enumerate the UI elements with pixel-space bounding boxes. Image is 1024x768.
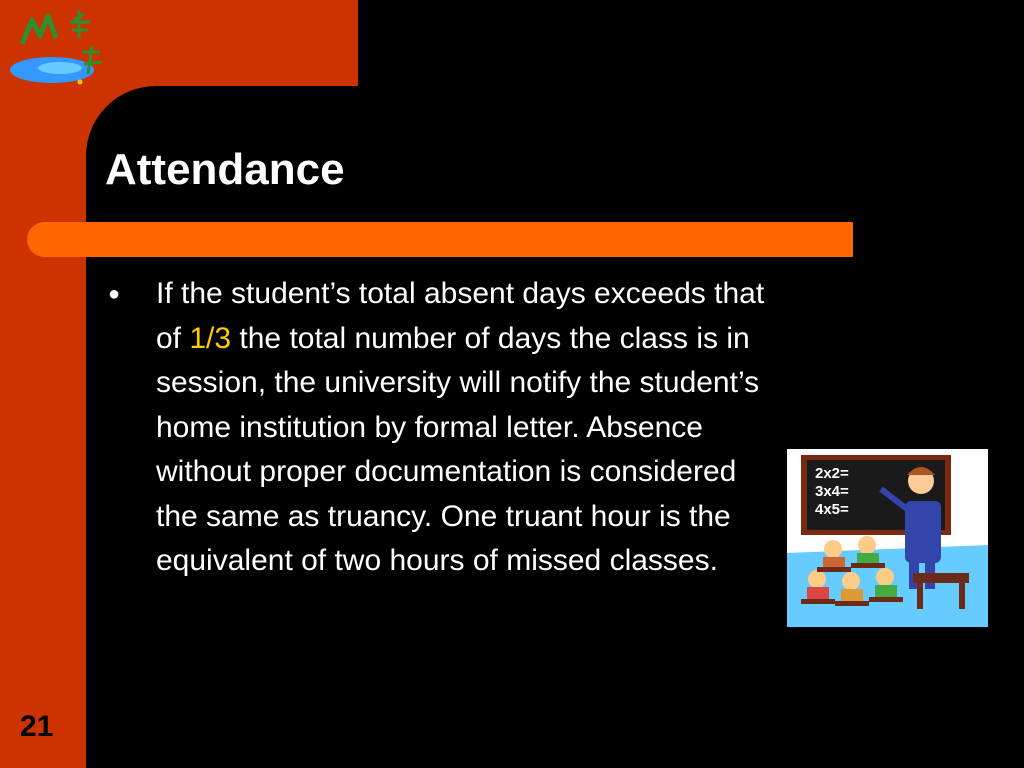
university-logo-icon: [8, 8, 118, 92]
highlight-fraction: 1/3: [189, 321, 232, 355]
classroom-clipart: [787, 449, 988, 627]
blackboard-line-1: 2x2=: [815, 465, 849, 482]
bullet-text: [156, 272, 766, 584]
title-underline-bar: [27, 222, 853, 257]
slide-top-band: [358, 0, 1024, 86]
bullet-text-part1: If the student’s total absent days exceeds that of: [156, 277, 765, 355]
bullet-text-part2: the total number of days the class is in session, the university will notify the student’s home institution by formal letter. Absence without proper documentation is considered the same as truancy. One truant hour is the equivalent of two hours of missed classes.: [156, 321, 760, 577]
blackboard-line-3: 4x5=: [815, 501, 849, 518]
blackboard-line-2: 3x4=: [815, 483, 849, 500]
slide-title: Attendance: [105, 145, 345, 194]
classroom-illustration-icon: [787, 449, 988, 627]
bullet-dot-icon: ●: [108, 283, 121, 305]
page-number: 21: [20, 710, 54, 743]
